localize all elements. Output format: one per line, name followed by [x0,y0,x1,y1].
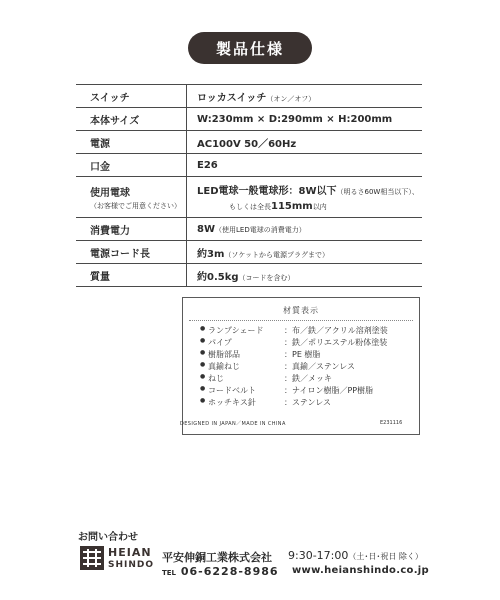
spec-value-cord [187,241,423,264]
weight-note: （コードを含む） [238,273,295,282]
spec-label-switch: スイッチ [76,85,187,108]
spec-value-bulb [187,177,423,218]
spec-value-weight [187,264,423,287]
logo-mark-icon [80,546,104,570]
spec-label-size: 本体サイズ [76,108,187,131]
bulb-line1 [197,186,419,197]
bulb-label: 使用電球 [90,187,130,199]
materials-list [200,325,410,415]
material-name: パイプ [208,338,232,347]
bulb-line2-main: 115mm [271,201,313,212]
switch-note: （オン／オフ） [266,94,316,103]
spec-row-consumption [76,218,422,241]
tel-prefix: TEL [162,569,177,577]
material-value: ：布／鉄／アクリル溶剤塗装 [284,326,388,335]
material-value: ：PE 樹脂 [284,350,321,359]
spec-label-weight: 質量 [76,264,187,287]
bullet-icon: ● [200,397,206,404]
spec-row-weight [76,264,422,287]
spec-row-switch [76,85,422,108]
bulb-sublabel: （お客様でご用意ください） [90,201,181,210]
spec-title-badge [188,32,312,64]
cord-value: 約3m [197,248,225,260]
material-value: ：鉄／ポリエステル粉体塗装 [284,338,388,347]
spec-label-base: 口金 [76,154,187,177]
spec-row-size [76,108,422,131]
bulb-line1-main: LED電球一般電球形：8W以下 [197,186,337,197]
bulb-line2-post: 以内 [312,203,327,211]
consumption-value: 8W [197,223,215,235]
spec-row-power [76,131,422,154]
materials-divider [189,320,413,321]
material-name: 真鍮ねじ [208,362,240,371]
spec-label-consumption: 消費電力 [76,218,187,241]
material-value: ：鉄／メッキ [284,374,332,383]
weight-value: 約0.5kg [197,271,239,283]
business-hours [288,549,423,562]
cord-note: （ソケットから電源プラグまで） [224,250,329,259]
company-name: 平安伸銅工業株式会社 [162,551,272,564]
material-name: コードベルト [208,386,256,395]
bullet-icon: ● [200,361,206,368]
material-name: ランプシェード [208,326,264,335]
bullet-icon: ● [200,337,206,344]
company-logo [80,544,155,574]
material-name: ホッチキス針 [208,398,256,407]
materials-title: 材質表示 [283,306,319,315]
bullet-icon: ● [200,325,206,332]
spec-label-power: 電源 [76,131,187,154]
consumption-note: （使用LED電球の消費電力） [215,225,306,234]
material-value: ：ステンレス [284,398,331,407]
hours-time: 9:30-17:00 [288,549,349,562]
spec-table [76,84,422,287]
bulb-line2 [197,201,422,212]
website-link[interactable]: www.heianshindo.co.jp [292,565,429,576]
material-name: 樹脂部品 [208,350,240,359]
tel-number: 06-6228-8986 [180,565,279,578]
switch-value: ロッカスイッチ [197,92,267,104]
bullet-icon: ● [200,385,206,392]
spec-row-bulb [76,177,422,218]
material-name: ねじ [208,374,224,383]
product-code: E231116 [380,420,403,426]
spec-title: 製品仕様 [215,39,284,58]
contact-heading: お問い合わせ [78,532,138,543]
logo-shindo-text: SHINDO [108,560,155,570]
material-value: ：真鍮／ステンレス [284,362,355,371]
spec-value-consumption [187,218,423,241]
bulb-line1-note: （明るさ60W相当以下）、 [336,188,419,196]
hours-note: （土･日･祝日 除く） [348,552,423,561]
logo-heian-text: HEIAN [108,546,152,559]
bullet-icon: ● [200,373,206,380]
spec-row-cord [76,241,422,264]
phone-number [162,565,279,578]
spec-value-switch [187,85,423,108]
bulb-line2-pre: もしくは全長 [229,203,271,211]
bullet-icon: ● [200,349,206,356]
spec-value-size: W:230mm × D:290mm × H:200mm [187,108,423,131]
spec-row-base [76,154,422,177]
material-value: ：ナイロン樹脂／PP樹脂 [284,386,374,395]
made-in-note: DESIGNED IN JAPAN／MADE IN CHINA [180,421,286,427]
spec-label-bulb [76,177,187,218]
spec-label-cord: 電源コード長 [76,241,187,264]
spec-value-power: AC100V 50／60Hz [187,131,423,154]
spec-value-base: E26 [187,154,423,177]
